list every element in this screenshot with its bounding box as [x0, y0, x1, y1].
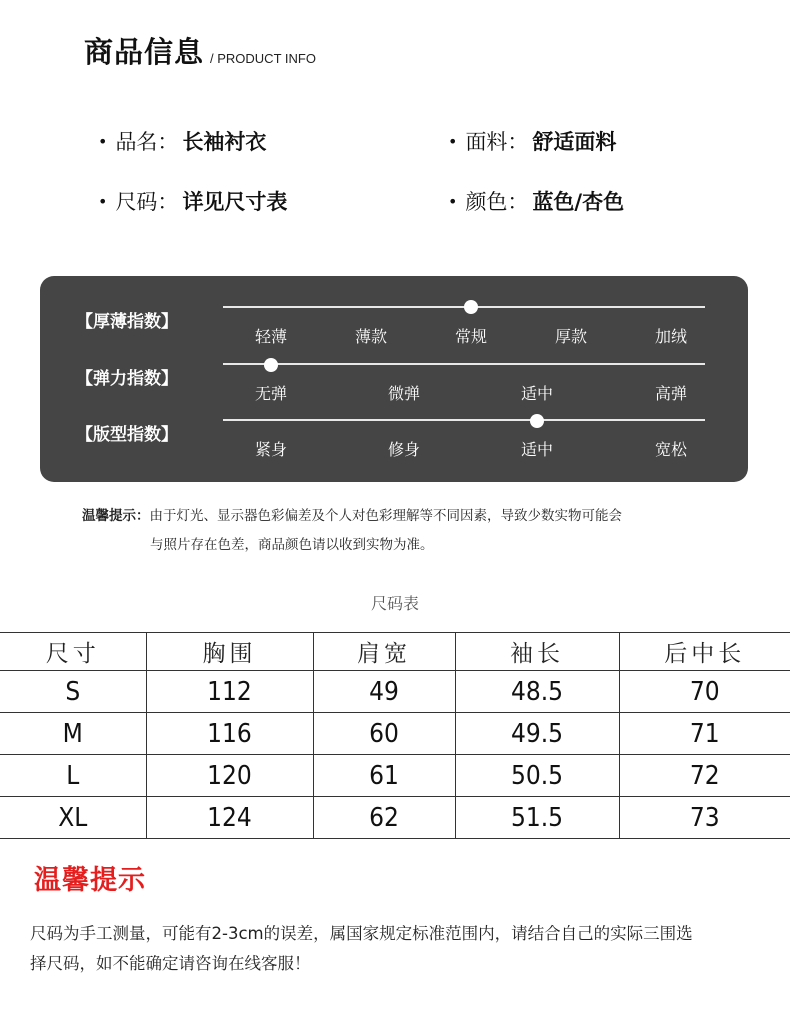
fit-scale-line [223, 419, 705, 421]
info-fabric-value: 舒适面料 [532, 130, 617, 154]
thickness-option: 薄款 [354, 327, 388, 346]
fit-index-label: 【版型指数】 [76, 425, 178, 445]
elasticity-option: 无弹 [254, 384, 288, 403]
notice-line-2: 与照片存在色差，商品颜色请以收到实物为准。 [150, 537, 434, 553]
bullet-icon: • [448, 191, 458, 211]
warm-tip-line-2: 择尺码，如不能确定请咨询在线客服！ [30, 954, 311, 973]
sleeve-cell: 48.5 [455, 671, 619, 713]
table-row [0, 755, 790, 797]
size-table-title: 尺码表 [370, 594, 419, 613]
thickness-option: 常规 [454, 327, 488, 346]
table-row [0, 671, 790, 713]
sleeve-cell: 51.5 [455, 797, 619, 839]
fit-option: 适中 [520, 440, 554, 459]
warm-tip-text [30, 919, 770, 979]
bullet-icon: • [98, 131, 108, 151]
info-name-label: 品名： [115, 130, 179, 154]
size-table [0, 632, 790, 839]
info-color-label: 颜色： [465, 190, 529, 214]
size-cell: S [0, 671, 146, 713]
header-cell: 后中长 [619, 633, 790, 671]
shoulder-cell: 62 [313, 797, 455, 839]
index-panel [40, 276, 748, 482]
info-size-value: 详见尺寸表 [182, 190, 288, 214]
length-cell: 73 [619, 797, 790, 839]
length-cell: 72 [619, 755, 790, 797]
fit-option: 修身 [387, 440, 421, 459]
info-color [448, 186, 624, 216]
shoulder-cell: 60 [313, 713, 455, 755]
info-fabric [448, 126, 616, 156]
chest-cell: 112 [146, 671, 313, 713]
table-row [0, 713, 790, 755]
info-size-label: 尺码： [115, 190, 179, 214]
chest-cell: 116 [146, 713, 313, 755]
shoulder-cell: 61 [313, 755, 455, 797]
elasticity-scale-marker [264, 358, 278, 372]
thickness-option: 加绒 [654, 327, 688, 346]
thickness-scale-marker [464, 300, 478, 314]
sleeve-cell: 50.5 [455, 755, 619, 797]
thickness-option: 厚款 [554, 327, 588, 346]
size-cell: M [0, 713, 146, 755]
section-title: 商品信息 [84, 35, 205, 69]
size-table-header-row [0, 633, 790, 671]
shoulder-cell: 49 [313, 671, 455, 713]
table-row [0, 797, 790, 839]
sleeve-cell: 49.5 [455, 713, 619, 755]
fit-option: 宽松 [654, 440, 688, 459]
thickness-index-label: 【厚薄指数】 [76, 312, 178, 332]
fit-scale-marker [530, 414, 544, 428]
info-color-value: 蓝色/杏色 [532, 190, 625, 214]
thickness-option: 轻薄 [254, 327, 288, 346]
header-cell: 尺寸 [0, 633, 146, 671]
elasticity-option: 高弹 [654, 384, 688, 403]
length-cell: 71 [619, 713, 790, 755]
warm-tip-title: 温馨提示 [34, 865, 146, 896]
header-cell: 胸围 [146, 633, 313, 671]
chest-cell: 120 [146, 755, 313, 797]
info-size [98, 186, 287, 216]
elasticity-index-label: 【弹力指数】 [76, 369, 178, 389]
elasticity-scale-line [223, 363, 705, 365]
bullet-icon: • [448, 131, 458, 151]
info-name [98, 126, 266, 156]
size-cell: XL [0, 797, 146, 839]
length-cell: 70 [619, 671, 790, 713]
info-fabric-label: 面料： [465, 130, 529, 154]
fit-option: 紧身 [254, 440, 288, 459]
elasticity-option: 适中 [520, 384, 554, 403]
notice-line-1: 由于灯光、显示器色彩偏差及个人对色彩理解等不同因素，导致少数实物可能会 [149, 508, 622, 524]
elasticity-option: 微弹 [387, 384, 421, 403]
warm-tip-line-1: 尺码为手工测量，可能有2-3cm的误差，属国家规定标准范围内，请结合自己的实际三围选 [30, 924, 693, 943]
header-cell: 肩宽 [313, 633, 455, 671]
color-notice [82, 502, 762, 560]
section-header [84, 30, 316, 71]
notice-prefix: 温馨提示： [82, 508, 150, 524]
info-name-value: 长袖衬衣 [182, 130, 267, 154]
section-subtitle: / PRODUCT INFO [210, 51, 316, 66]
size-cell: L [0, 755, 146, 797]
bullet-icon: • [98, 191, 108, 211]
header-cell: 袖长 [455, 633, 619, 671]
chest-cell: 124 [146, 797, 313, 839]
